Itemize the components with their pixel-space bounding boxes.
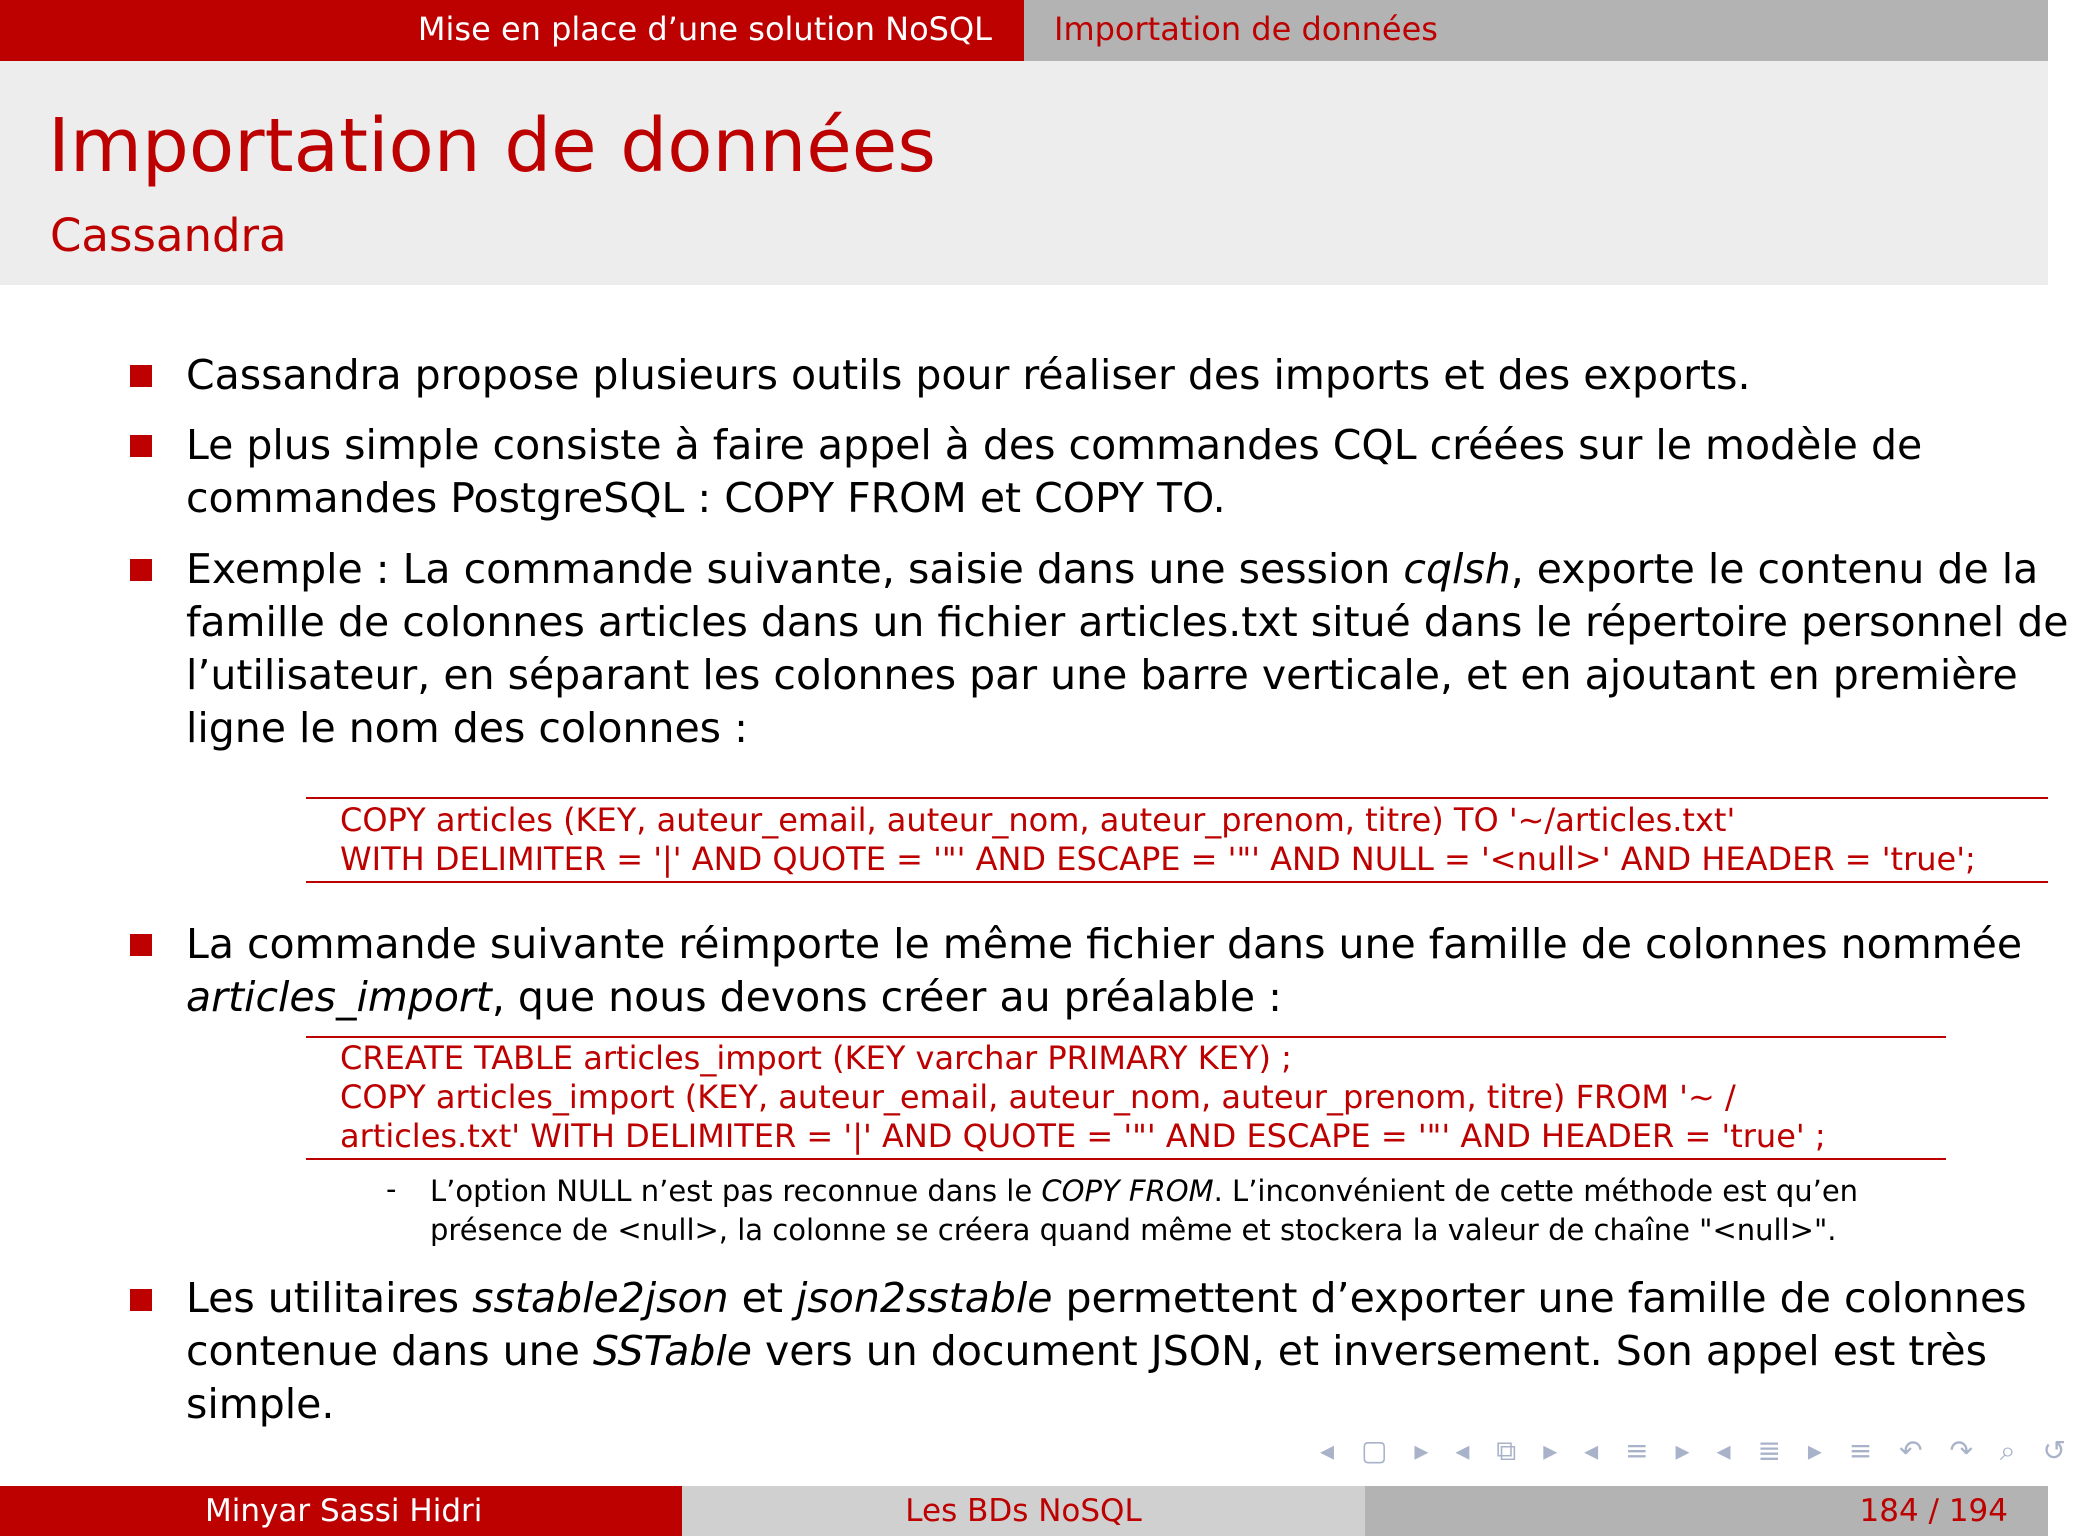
code-block-import xyxy=(306,1036,1946,1160)
frame-icon[interactable]: ⧉ xyxy=(1496,1434,1519,1467)
code-line: articles.txt' WITH DELIMITER = '|' AND QUOTE = '"' AND ESCAPE = '"' AND HEADER = 'true' ; xyxy=(340,1117,1826,1155)
bullet-line: Les utilitaires sstable2json et json2sstable permettent d’exporter une famille de colonnes xyxy=(186,1274,2027,1322)
footer-bar xyxy=(0,1486,2048,1536)
bullet-marker xyxy=(130,559,152,581)
code-line: COPY articles (KEY, auteur_email, auteur_nom, auteur_prenom, titre) TO '∼/articles.txt' xyxy=(340,801,1736,839)
bullet-line: Cassandra propose plusieurs outils pour réaliser des imports et des exports. xyxy=(186,351,1751,399)
slide-icon[interactable]: ▢ xyxy=(1360,1434,1390,1467)
bullet-marker xyxy=(130,435,152,457)
search-icon[interactable]: ⌕ xyxy=(1999,1434,2018,1467)
nav-subsection-link[interactable]: Importation de données xyxy=(1024,0,2048,61)
bullet-line: famille de colonnes articles dans un fichier articles.txt situé dans le répertoire personnel de xyxy=(186,598,2069,646)
bullet-marker xyxy=(130,365,152,387)
nav-section-link[interactable]: Mise en place d’une solution NoSQL xyxy=(0,0,1024,61)
footer-author: Minyar Sassi Hidri xyxy=(0,1486,682,1536)
sub-bullet-text xyxy=(430,1172,1858,1250)
code-line: WITH DELIMITER = '|' AND QUOTE = '"' AND ESCAPE = '"' AND NULL = '<null>' AND HEADER = 'true'; xyxy=(340,840,1976,878)
bullet-line: ligne le nom des colonnes : xyxy=(186,704,748,752)
beamer-nav-symbols xyxy=(1320,1434,2082,1474)
bullet-marker xyxy=(130,1289,152,1311)
next-subsection-icon[interactable]: ▸ xyxy=(1675,1434,1692,1467)
bullet-line: simple. xyxy=(186,1380,335,1428)
prev-section-icon[interactable]: ◂ xyxy=(1716,1434,1733,1467)
bullet-line: Exemple : La commande suivante, saisie dans une session cqlsh, exporte le contenu de la xyxy=(186,545,2039,593)
back-icon[interactable]: ↶ xyxy=(1899,1434,1925,1467)
bullet-text xyxy=(186,419,1922,525)
code-line: CREATE TABLE articles_import (KEY varchar PRIMARY KEY) ; xyxy=(340,1039,1292,1077)
prev-subsection-icon[interactable]: ◂ xyxy=(1584,1434,1601,1467)
next-section-icon[interactable]: ▸ xyxy=(1807,1434,1824,1467)
bullet-line: commandes PostgreSQL : COPY FROM et COPY TO. xyxy=(186,474,1226,522)
bullet-text xyxy=(186,349,1751,402)
prev-frame-icon[interactable]: ◂ xyxy=(1455,1434,1472,1467)
code-block-export xyxy=(306,797,2048,883)
next-frame-icon[interactable]: ▸ xyxy=(1543,1434,1560,1467)
sub-bullet-dash: - xyxy=(386,1172,397,1206)
bullet-text xyxy=(186,543,2068,755)
frame-title: Importation de données xyxy=(48,103,936,189)
next-slide-icon[interactable]: ▸ xyxy=(1414,1434,1431,1467)
refresh-icon[interactable]: ↺ xyxy=(2042,1434,2068,1467)
note-line: L’option NULL n’est pas reconnue dans le COPY FROM. L’inconvénient de cette méthode est qu’en xyxy=(430,1174,1859,1208)
bullet-text xyxy=(186,918,2022,1024)
bullet-text xyxy=(186,1272,2027,1431)
bullet-line: La commande suivante réimporte le même fichier dans une famille de colonnes nommée xyxy=(186,920,2023,968)
frame-subtitle: Cassandra xyxy=(50,209,287,262)
prev-slide-icon[interactable]: ◂ xyxy=(1320,1434,1337,1467)
footer-page-number: 184 / 194 xyxy=(1365,1486,2048,1536)
forward-icon[interactable]: ↷ xyxy=(1949,1434,1975,1467)
note-line: présence de <null>, la colonne se créera quand même et stockera la valeur de chaîne "<null>". xyxy=(430,1213,1837,1247)
bullet-line: contenue dans une SSTable vers un document JSON, et inversement. Son appel est très xyxy=(186,1327,1988,1375)
bullet-line: articles_import, que nous devons créer au préalable : xyxy=(186,973,1282,1021)
bullet-line: Le plus simple consiste à faire appel à des commandes CQL créées sur le modèle de xyxy=(186,421,1923,469)
subsection-icon[interactable]: ≡ xyxy=(1625,1434,1651,1467)
footer-title: Les BDs NoSQL xyxy=(682,1486,1365,1536)
code-line: COPY articles_import (KEY, auteur_email, auteur_nom, auteur_prenom, titre) FROM '∼ / xyxy=(340,1078,1736,1116)
section-icon[interactable]: ≣ xyxy=(1757,1434,1783,1467)
bullet-marker xyxy=(130,934,152,956)
bullet-line: l’utilisateur, en séparant les colonnes par une barre verticale, et en ajoutant en première xyxy=(186,651,2018,699)
toc-icon[interactable]: ≡ xyxy=(1848,1434,1875,1467)
